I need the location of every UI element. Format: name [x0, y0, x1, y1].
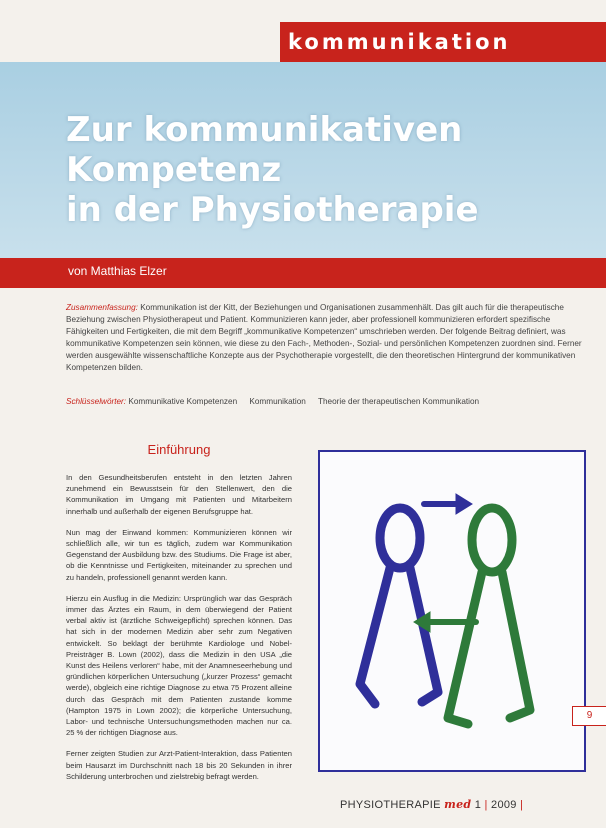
journal-name: PHYSIOTHERAPIE — [340, 799, 441, 811]
title-line-1: Zur kommunikativen — [66, 110, 463, 150]
section-tag: kommunikation — [280, 22, 606, 62]
separator: | — [484, 799, 488, 811]
abstract — [66, 302, 586, 374]
green-figure — [448, 508, 530, 724]
body-paragraph: In den Gesundheitsberufen entsteht in den letzten Jahren zunehmend ein Bewusstsein für den Stellenwert, den die Kommunikation im Umgang mit Patienten und Mitarbeitern innerhalb und außerhalb der eigenen Berufsgruppe hat. — [66, 473, 292, 516]
communication-illustration — [318, 450, 586, 772]
issue-year: 2009 — [491, 799, 517, 811]
body-paragraph: Hierzu ein Ausflug in die Medizin: Ursprünglich war das Gespräch immer das Ärztes ein Raum, in dem überwiegend der Patient verbal aktiv ist (ärztliche Schweigepflicht) sprechen können. Das hat sich in der modernen Medizin aber sehr zum Negativen entwickelt. So beklagt der berühmte Kardiologe und Nobel-Preisträger B. Lown (2002), dass die Medizin in den USA „die Kunst des Heilens verloren“ habe, mit der Anamneseerhebung und gründlichen körperlichen Untersuchung („kurzer Prozess“ gemacht werde), obgleich eine richtige Diagnose zu etwa 75 Prozent alleine durch das Gespräch mit dem Patienten zustande komme (Hampton 1975 in Lown 2002); die körperliche Untersuchung, Labor- und technische Untersuchungsmethoden machen nur ca. 25 % der richtigen Diagnose aus. — [66, 593, 292, 738]
body-paragraph: Nun mag der Einwand kommen: Kommunizieren können wir schließlich alle, wir tun es täglich, zudem war Kommunikation Gegenstand der Ausbildung bzw. des Studiums. Die Frage ist aber, ob die Kenntnisse und Fertigkeiten, miteinander zu sprechen und zu handeln, professionell genannt werden kann. — [66, 527, 292, 582]
arrow-right-icon — [424, 494, 472, 514]
title-line-2: Kompetenz — [66, 150, 282, 190]
section-heading: Einführung — [147, 442, 211, 457]
keywords — [66, 396, 586, 408]
title-line-3: in der Physiotherapie — [66, 190, 479, 230]
separator: | — [520, 799, 524, 811]
abstract-text: Kommunikation ist der Kitt, der Beziehungen und Organisationen zusammenhält. Das gilt auch für die therapeutische Beziehung zwischen Physiotherapeut und Patient. Kommunizieren kann jeder, aber professionell kommunizieren erfordert spezifische Fähigkeiten und Fertigkeiten, die mit dem Begriff „kommunikative Kompetenzen“ umschrieben werden. Der folgende Beitrag definiert, was kommunikative Kompetenzen sein können, wie diese zu den Fach-, Methoden-, Sozial- und persönlichen Kompetenzen zuordnen sind. Ferner werden ausgewählte wissenschaftliche Konzepte aus der Psychotherapie vorgestellt, die den theoretischen Hintergrund der kommunikativen Kompetenzen bilden. — [66, 303, 582, 372]
page-footer — [340, 798, 523, 811]
keyword: Theorie der therapeutischen Kommunikation — [318, 397, 480, 406]
blue-figure — [360, 508, 438, 704]
byline: von Matthias Elzer — [68, 264, 167, 278]
issue-number: 1 — [474, 799, 482, 811]
page-number: 9 — [572, 706, 606, 726]
body-column — [66, 442, 292, 792]
abstract-lead: Zusammenfassung: — [66, 303, 138, 312]
body-paragraph: Ferner zeigten Studien zur Arzt-Patient-Interaktion, dass Patienten beim Hausarzt im Durchschnitt nach 18 bis 20 Sekunden in ihrer Schilderung unterbrochen und zielstrebig befragt werden. — [66, 749, 292, 781]
keyword: Kommunikation — [249, 397, 306, 406]
keywords-lead: Schlüsselwörter: — [66, 397, 127, 406]
article-title — [66, 110, 586, 230]
two-figures-drawing — [320, 452, 584, 770]
keyword: Kommunikative Kompetenzen — [128, 397, 238, 406]
journal-med: med — [444, 798, 472, 811]
